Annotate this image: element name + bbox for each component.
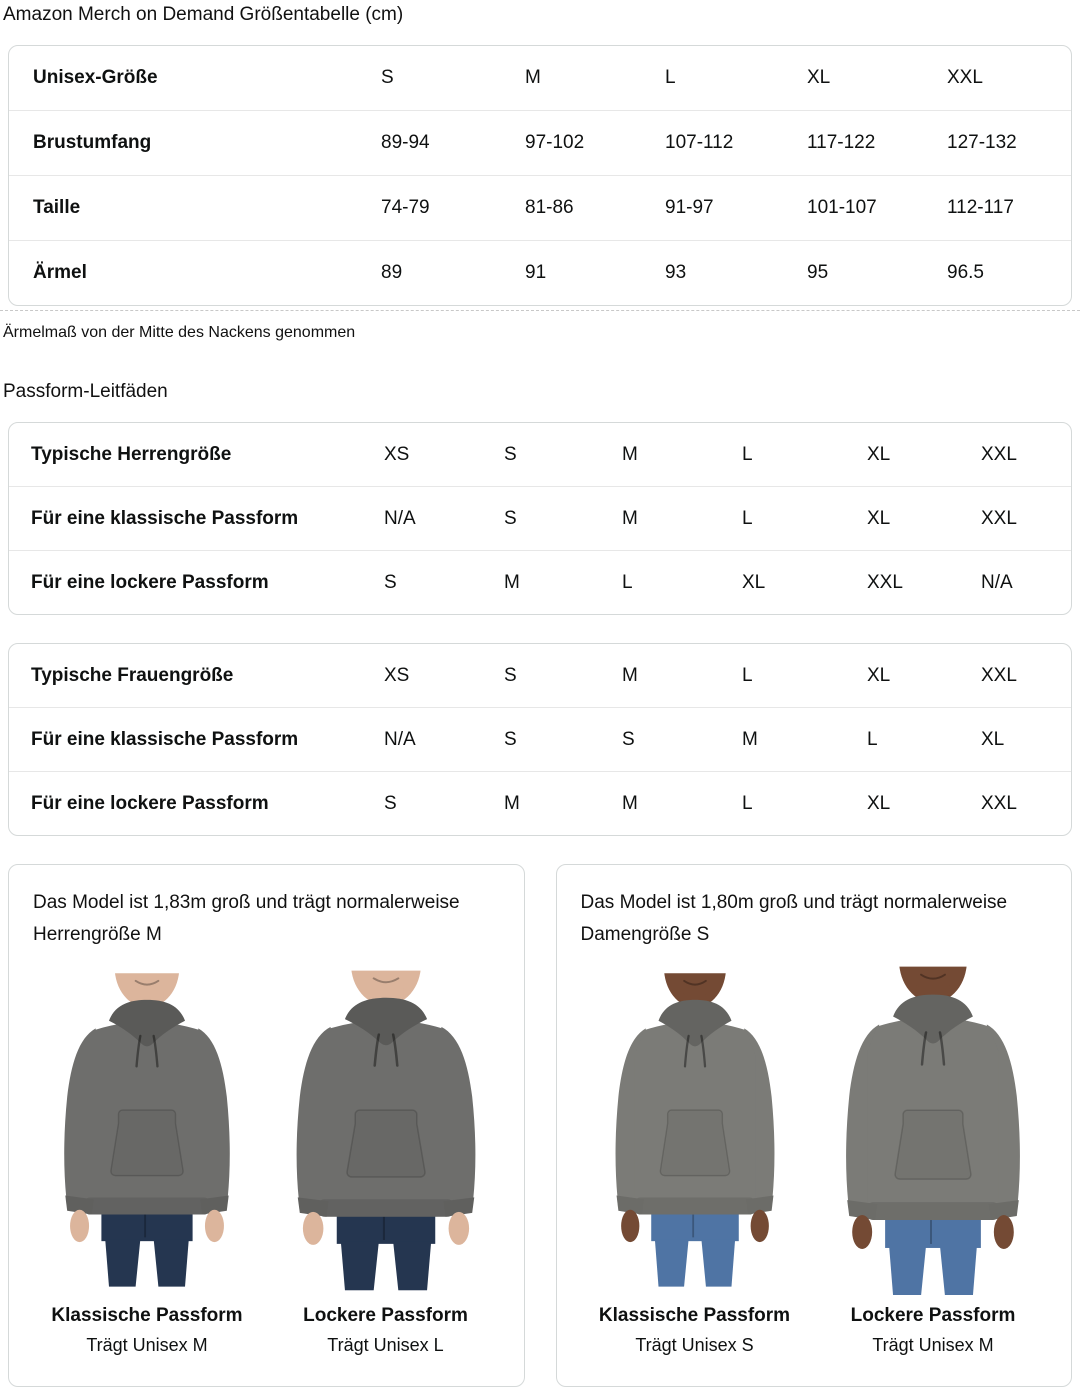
table-row bbox=[9, 110, 1071, 175]
figure-block bbox=[819, 965, 1047, 1356]
size-cell: M bbox=[622, 792, 638, 814]
size-cell: L bbox=[742, 664, 753, 686]
figure-block bbox=[272, 965, 500, 1356]
size-cell: XXL bbox=[867, 571, 903, 593]
figures-row bbox=[581, 965, 1048, 1356]
womens-fit-table bbox=[8, 643, 1072, 836]
fit-label: Lockere Passform bbox=[303, 1305, 468, 1326]
size-cell: L bbox=[867, 728, 878, 750]
size-cell: S bbox=[504, 443, 517, 465]
size-worn-label: Trägt Unisex L bbox=[327, 1335, 444, 1355]
size-cell: S bbox=[504, 507, 517, 529]
size-cell: XL bbox=[867, 792, 891, 814]
size-cell: XXL bbox=[947, 67, 983, 88]
row-label: Für eine klassische Passform bbox=[31, 728, 299, 750]
row-label: Typische Frauengröße bbox=[31, 664, 234, 686]
table-row bbox=[9, 240, 1071, 305]
unisex-size-table bbox=[8, 45, 1072, 306]
size-cell: N/A bbox=[981, 571, 1013, 593]
size-cell: 96.5 bbox=[947, 262, 984, 283]
size-cell: XL bbox=[742, 571, 766, 593]
figure-block bbox=[581, 965, 809, 1356]
card-heading: Das Model ist 1,80m groß und trägt normalerweise Damengröße S bbox=[580, 892, 1008, 945]
size-cell: XXL bbox=[981, 507, 1017, 529]
model-photo-male-classic bbox=[33, 965, 261, 1295]
size-cell: M bbox=[504, 792, 520, 814]
size-cell: 91 bbox=[525, 262, 547, 283]
size-cell: XXL bbox=[981, 792, 1017, 814]
size-worn-label: Trägt Unisex M bbox=[872, 1335, 994, 1355]
row-label: Für eine lockere Passform bbox=[31, 571, 269, 593]
size-cell: 107-112 bbox=[665, 132, 734, 153]
figures-row bbox=[33, 965, 500, 1356]
figure-caption bbox=[33, 1305, 261, 1356]
figure-caption bbox=[581, 1305, 809, 1356]
mens-fit-table bbox=[8, 422, 1072, 615]
page-title: Amazon Merch on Demand Größentabelle (cm) bbox=[3, 4, 404, 25]
size-cell: 91-97 bbox=[665, 197, 714, 218]
size-cell: 74-79 bbox=[381, 197, 430, 218]
size-cell: S bbox=[622, 728, 635, 750]
row-label: Ärmel bbox=[33, 262, 87, 283]
size-cell: M bbox=[742, 728, 758, 750]
womens-model-card bbox=[556, 864, 1073, 1387]
table-row bbox=[9, 771, 1071, 835]
row-label: Für eine lockere Passform bbox=[31, 792, 269, 814]
size-cell: 117-122 bbox=[807, 132, 876, 153]
size-cell: 89 bbox=[381, 262, 403, 283]
size-cell: L bbox=[665, 67, 676, 88]
size-cell: L bbox=[622, 571, 633, 593]
size-worn-label: Trägt Unisex M bbox=[86, 1335, 208, 1355]
size-cell: M bbox=[622, 664, 638, 686]
size-cell: L bbox=[742, 792, 753, 814]
size-cell: S bbox=[384, 571, 397, 593]
fit-label: Lockere Passform bbox=[850, 1305, 1016, 1326]
fit-label: Klassische Passform bbox=[598, 1305, 791, 1326]
size-cell: XL bbox=[981, 728, 1005, 750]
fit-label: Klassische Passform bbox=[51, 1305, 243, 1326]
size-cell: XS bbox=[384, 664, 410, 686]
figure-caption bbox=[819, 1305, 1047, 1356]
card-heading: Das Model ist 1,83m groß und trägt normalerweise Herrengröße M bbox=[33, 892, 460, 945]
row-label: Typische Herrengröße bbox=[31, 443, 232, 465]
dashed-divider bbox=[0, 310, 1080, 311]
figure-caption bbox=[272, 1305, 500, 1356]
size-cell: 112-117 bbox=[947, 197, 1014, 218]
size-cell: 89-94 bbox=[381, 132, 430, 153]
mens-model-card bbox=[8, 864, 525, 1387]
size-cell: XL bbox=[867, 507, 891, 529]
row-label: Brustumfang bbox=[33, 132, 152, 153]
size-cell: XL bbox=[807, 67, 831, 88]
size-cell: M bbox=[525, 67, 541, 88]
size-cell: 127-132 bbox=[947, 132, 1017, 153]
size-cell: 101-107 bbox=[807, 197, 877, 218]
model-photo-female-classic bbox=[581, 965, 809, 1295]
size-cell: N/A bbox=[384, 728, 416, 750]
size-cell: XL bbox=[867, 443, 891, 465]
model-photo-female-loose bbox=[819, 965, 1047, 1295]
table-row bbox=[9, 46, 1071, 110]
size-cell: M bbox=[622, 507, 638, 529]
figure-block bbox=[33, 965, 261, 1356]
size-cell: 81-86 bbox=[525, 197, 574, 218]
table-row bbox=[9, 550, 1071, 614]
row-label: Für eine klassische Passform bbox=[31, 507, 299, 529]
row-label: Unisex-Größe bbox=[33, 67, 158, 88]
row-label: Taille bbox=[33, 197, 81, 218]
size-cell: M bbox=[622, 443, 638, 465]
size-cell: XXL bbox=[981, 664, 1017, 686]
table-row bbox=[9, 707, 1071, 771]
table-row bbox=[9, 644, 1071, 707]
size-cell: S bbox=[384, 792, 397, 814]
size-cell: N/A bbox=[384, 507, 416, 529]
size-cell: S bbox=[504, 728, 517, 750]
size-cell: XL bbox=[867, 664, 891, 686]
fit-guides-title: Passform-Leitfäden bbox=[3, 381, 168, 402]
model-photo-male-loose bbox=[272, 965, 500, 1295]
size-cell: S bbox=[381, 67, 394, 88]
size-cell: S bbox=[504, 664, 517, 686]
size-cell: 93 bbox=[665, 262, 687, 283]
size-cell: 97-102 bbox=[525, 132, 585, 153]
size-cell: XXL bbox=[981, 443, 1017, 465]
size-cell: L bbox=[742, 443, 753, 465]
table-row bbox=[9, 175, 1071, 240]
table-row bbox=[9, 423, 1071, 486]
model-cards-row bbox=[8, 864, 1072, 1387]
size-cell: XS bbox=[384, 443, 410, 465]
size-cell: L bbox=[742, 507, 753, 529]
size-chart-sheet bbox=[0, 4, 1080, 1387]
size-worn-label: Trägt Unisex S bbox=[635, 1335, 754, 1355]
size-cell: 95 bbox=[807, 262, 829, 283]
table-row bbox=[9, 486, 1071, 550]
size-cell: M bbox=[504, 571, 520, 593]
sleeve-measure-note: Ärmelmaß von der Mitte des Nackens genommen bbox=[3, 324, 356, 341]
